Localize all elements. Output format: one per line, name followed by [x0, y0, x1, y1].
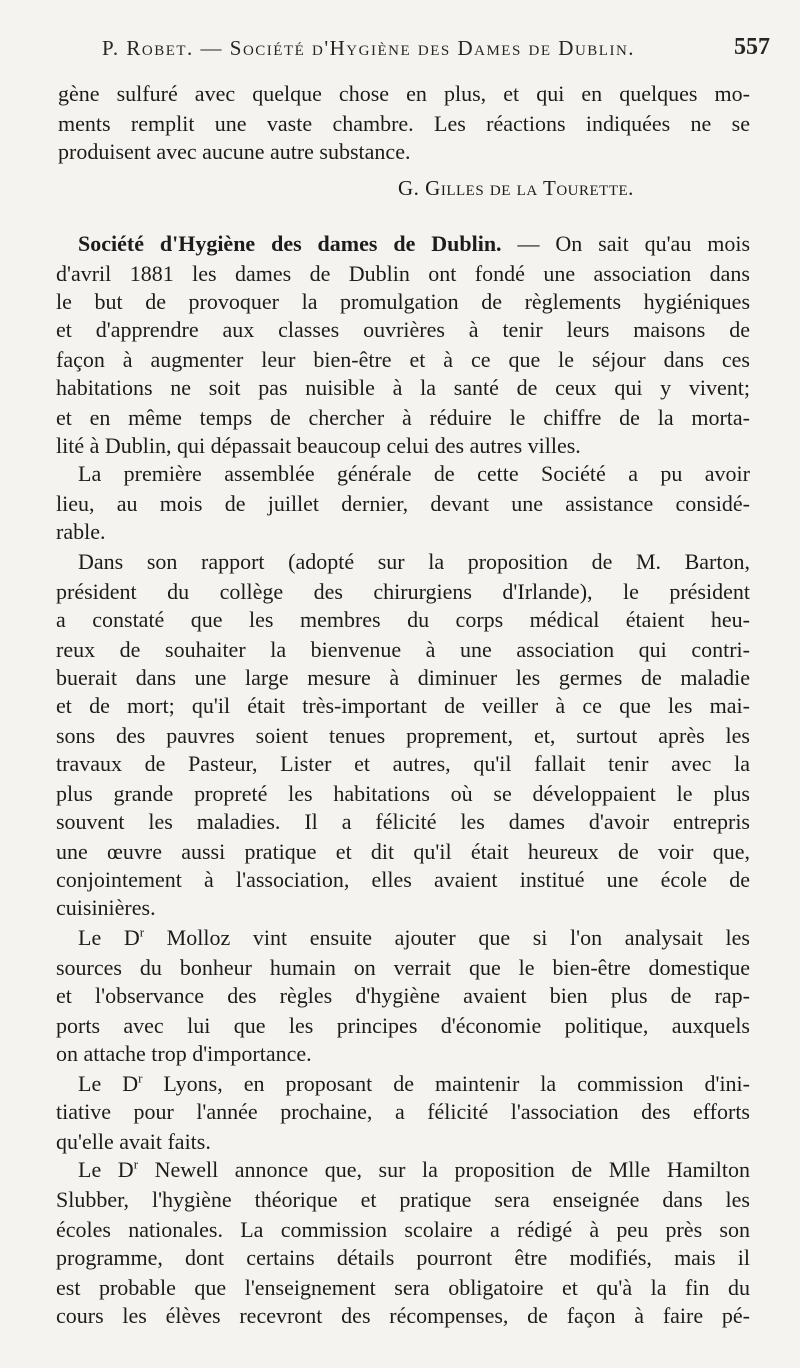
paragraph-first-line	[78, 924, 750, 952]
text-line: d'avril 1881 les dames de Dublin ont fondé une association dans	[56, 261, 750, 286]
text-line: programme, dont certains détails pourront être modifiés, mais il	[56, 1245, 750, 1270]
text-line: et d'apprendre aux classes ouvrières à tenir leurs maisons de	[56, 317, 750, 342]
text-line: Dans son rapport (adopté sur la proposition de M. Barton,	[78, 549, 750, 574]
text-line: sources du bonheur humain on verrait que le bien-être domestique	[56, 955, 750, 980]
running-title: P. Robet. — Société d'Hygiène des Dames de Dublin.	[102, 36, 636, 60]
section-first-line	[78, 230, 750, 258]
text-line: cours les élèves recevront des récompenses, de façon à faire pé-	[56, 1303, 750, 1328]
text-line: le but de provoquer la promulgation de règlements hygiéniques	[56, 289, 750, 314]
text-line: a constaté que les membres du corps médical étaient heu-	[56, 607, 750, 632]
text-line: ports avec lui que les principes d'économie politique, auxquels	[56, 1013, 750, 1038]
author-signature: G. Gilles de la Tourette.	[398, 176, 634, 200]
text-run: Le D	[78, 1071, 139, 1096]
text-line: Slubber, l'hygiène théorique et pratique sera enseignée dans les	[56, 1187, 750, 1212]
running-header	[50, 34, 770, 64]
text-line: façon à augmenter leur bien-être et à ce que le séjour dans ces	[56, 347, 750, 372]
superscript: r	[139, 924, 145, 940]
text-line: une œuvre aussi pratique et dit qu'il était heureux de voir que,	[56, 839, 750, 864]
paragraph-first-line	[78, 1156, 750, 1184]
text-line: lité à Dublin, qui dépassait beaucoup celui des autres villes.	[56, 433, 581, 458]
text-line: et en même temps de chercher à réduire le chiffre de la morta-	[56, 405, 750, 430]
text-line: est probable que l'enseignement sera obligatoire et qu'à la fin du	[56, 1275, 750, 1300]
text-run: Newell annonce que, sur la proposition de Mlle Hamilton	[138, 1157, 750, 1182]
text-line: gène sulfuré avec quelque chose en plus, et qui en quelques mo-	[58, 81, 750, 106]
text-line: et l'observance des règles d'hygiène avaient bien plus de rap-	[56, 983, 750, 1008]
page-number: 557	[734, 34, 770, 60]
text-line: reux de souhaiter la bienvenue à une association qui contri-	[56, 637, 750, 662]
text-run: Le D	[78, 925, 140, 950]
text-line: sons des pauvres soient tenues proprement, et, surtout après les	[56, 723, 750, 748]
text-line: président du collège des chirurgiens d'Irlande), le président	[56, 579, 750, 604]
text-line: lieu, au mois de juillet dernier, devant une assistance considé-	[56, 491, 750, 516]
text-line: on attache trop d'importance.	[56, 1041, 312, 1066]
superscript: r	[138, 1070, 143, 1086]
text-line: rable.	[56, 519, 106, 544]
text-line: écoles nationales. La commission scolaire a rédigé à peu près son	[56, 1217, 750, 1242]
text-line: ments remplit une vaste chambre. Les réactions indiquées ne se	[58, 111, 750, 136]
text-line: produisent avec aucune autre substance.	[58, 139, 411, 164]
text-line: plus grande propreté les habitations où se développaient le plus	[56, 781, 750, 806]
text-line: La première assemblée générale de cette Société a pu avoir	[78, 461, 750, 486]
text-line: — On sait qu'au mois	[501, 231, 751, 256]
text-line: qu'elle avait faits.	[56, 1129, 211, 1154]
text-line: tiative pour l'année prochaine, a félicité l'association des efforts	[56, 1099, 750, 1124]
superscript: r	[133, 1156, 139, 1172]
text-line: habitations ne soit pas nuisible à la santé de ceux qui y vivent;	[56, 375, 750, 400]
text-run: Le D	[78, 1157, 134, 1182]
text-line: conjointement à l'association, elles avaient institué une école de	[56, 867, 750, 892]
text-line: et de mort; qu'il était très-important de veiller à ce que les mai-	[56, 693, 750, 718]
text-line: cuisinières.	[56, 895, 156, 920]
text-line: travaux de Pasteur, Lister et autres, qu'il fallait tenir avec la	[56, 751, 750, 776]
text-run: Molloz vint ensuite ajouter que si l'on analysait les	[144, 925, 750, 950]
text-line: buerait dans une large mesure à diminuer les germes de maladie	[56, 665, 750, 690]
paragraph-first-line	[78, 1070, 750, 1098]
section-heading: Société d'Hygiène des dames de Dublin.	[78, 231, 502, 256]
text-run: Lyons, en proposant de maintenir la commission d'ini-	[142, 1071, 750, 1096]
text-line: souvent les maladies. Il a félicité les dames d'avoir entrepris	[56, 809, 750, 834]
